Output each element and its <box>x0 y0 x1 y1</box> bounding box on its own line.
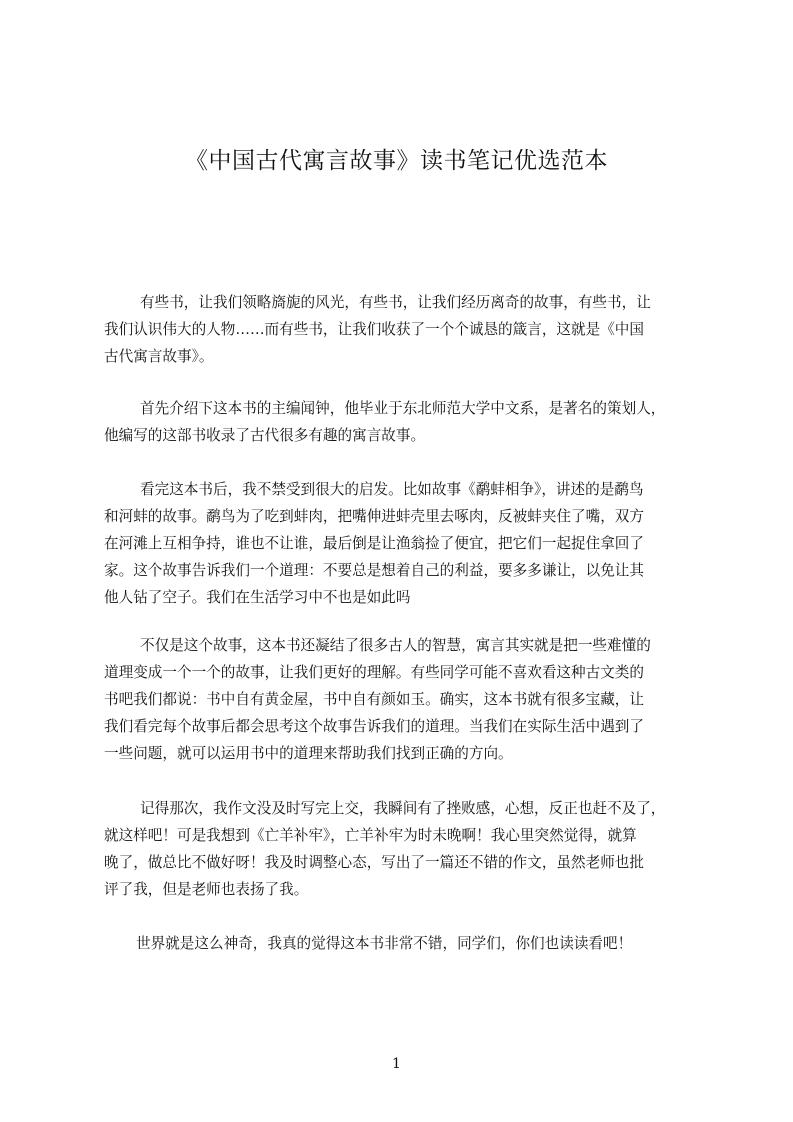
paragraph-line: 和河蚌的故事。鹬鸟为了吃到蚌肉，把嘴伸进蚌壳里去啄肉，反被蚌夹住了嘴，双方 <box>104 508 644 525</box>
paragraph-intro <box>104 289 706 370</box>
paragraph-line: 评了我，但是老师也表扬了我。 <box>104 881 309 898</box>
paragraph-conclusion <box>104 930 706 957</box>
paragraph-line: 首先介绍下这本书的主编闻钟，他毕业于东北师范大学中文系，是著名的策划人， <box>140 400 666 417</box>
paragraph-fable-example <box>104 476 706 611</box>
paragraph-line: 书吧我们都说：书中自有黄金屋，书中自有颜如玉。确实，这本书就有很多宝藏，让 <box>104 691 644 708</box>
page-number: 1 <box>392 1056 401 1072</box>
paragraph-line: 道理变成一个一个的故事，让我们更好的理解。有些同学可能不喜欢看这种古文类的 <box>104 664 644 681</box>
paragraph-line: 他人钻了空子。我们在生活学习中不也是如此吗 <box>104 589 411 606</box>
paragraph-experience <box>104 795 706 903</box>
paragraph-wisdom <box>104 632 706 767</box>
paragraph-line: 看完这本书后，我不禁受到很大的启发。比如故事《鹬蚌相争》，讲述的是鹬鸟 <box>140 481 644 498</box>
paragraph-line: 古代寓言故事》。 <box>104 348 214 365</box>
page-title: 《中国古代寓言故事》读书笔记优选范本 <box>185 148 608 174</box>
paragraph-line: 晚了，做总比不做好呀！我及时调整心态，写出了一篇还不错的作文，虽然老师也批 <box>104 854 644 871</box>
paragraph-line: 就这样吧！可是我想到《亡羊补牢》，亡羊补牢为时未晚啊！我心里突然觉得，就算 <box>104 827 637 844</box>
paragraph-line: 在河滩上互相争持，谁也不让谁，最后倒是让渔翁捡了便宜，把它们一起捉住拿回了 <box>104 535 644 552</box>
paragraph-line: 记得那次，我作文没及时写完上交，我瞬间有了挫败感，心想，反正也赶不及了， <box>140 800 666 817</box>
paragraph-editor <box>104 395 706 449</box>
paragraph-line: 世界就是这么神奇，我真的觉得这本书非常不错，同学们，你们也读读看吧！ <box>136 935 633 952</box>
paragraph-line: 我们认识伟大的人物……而有些书，让我们收获了一个个诚恳的箴言，这就是《中国 <box>104 321 644 338</box>
paragraph-line: 家。这个故事告诉我们一个道理：不要总是想着自己的利益，要多多谦让，以免让其 <box>104 562 644 579</box>
paragraph-line: 不仅是这个故事，这本书还凝结了很多古人的智慧，寓言其实就是把一些难懂的 <box>140 637 651 654</box>
paragraph-line: 一些问题，就可以运用书中的道理来帮助我们找到正确的方向。 <box>104 745 513 762</box>
paragraph-line: 有些书，让我们领略旖旎的风光，有些书，让我们经历离奇的故事，有些书，让 <box>140 294 651 311</box>
paragraph-line: 我们看完每个故事后都会思考这个故事告诉我们的道理。当我们在实际生活中遇到了 <box>104 718 644 735</box>
paragraph-line: 他编写的这部书收录了古代很多有趣的寓言故事。 <box>104 427 426 444</box>
